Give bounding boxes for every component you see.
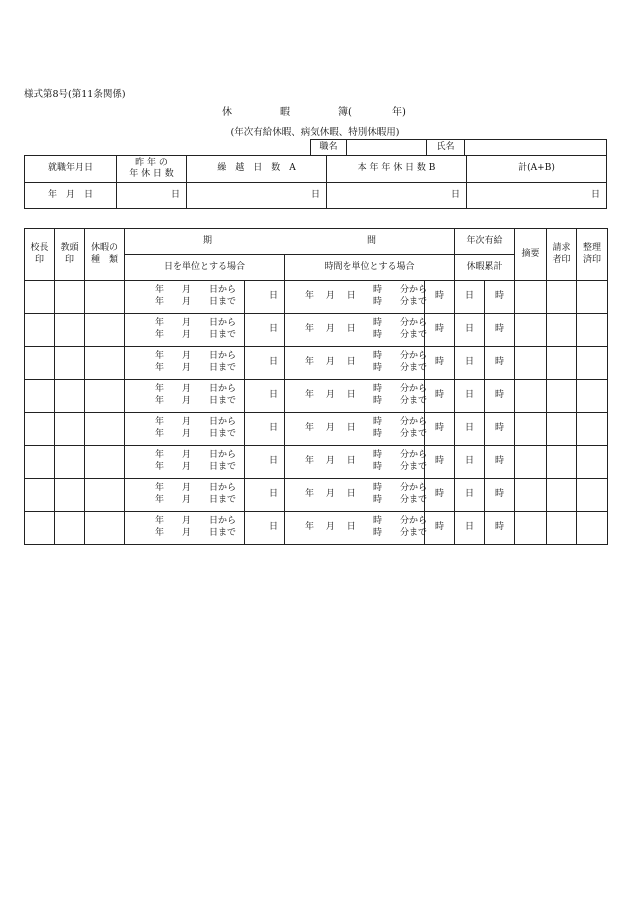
from-time-text: 時 分から	[373, 318, 428, 328]
hour-period-cell[interactable]	[285, 446, 428, 479]
to-time-text: 時 分まで	[373, 429, 428, 439]
from-time-text: 時 分から	[373, 285, 428, 295]
hour-count-unit: 時	[434, 489, 444, 500]
day-unit-header: 日を単位とする場合	[125, 255, 285, 281]
remarks-cell[interactable]	[515, 479, 547, 512]
cumulative-hour-cell[interactable]	[485, 446, 515, 479]
hour-date-text: 年 月 日	[305, 357, 356, 367]
cumulative-day-cell[interactable]	[455, 380, 485, 413]
cumulative-hour-unit: 時	[495, 423, 505, 434]
annual-cumulative-header: 休暇累計	[455, 255, 515, 281]
day-count-unit: 日	[268, 522, 278, 533]
last-year-header	[117, 156, 187, 183]
from-time-text: 時 分から	[373, 483, 428, 493]
cumulative-day-unit: 日	[464, 390, 474, 401]
hour-count-unit: 時	[434, 522, 444, 533]
title-char-1: 休	[222, 107, 232, 118]
hour-period-cell[interactable]	[285, 380, 428, 413]
leave-type-cell[interactable]	[85, 479, 125, 512]
day-period-cell[interactable]	[125, 314, 245, 347]
name-table	[310, 139, 607, 156]
cumulative-day-cell[interactable]	[455, 347, 485, 380]
processed-seal-cell[interactable]	[577, 413, 608, 446]
hour-count-unit: 時	[434, 390, 444, 401]
principal-seal-cell[interactable]	[25, 281, 55, 314]
from-date-text: 年 月 日から	[155, 450, 237, 460]
requester-header-line1: 請求	[552, 243, 571, 254]
to-date-text: 年 月 日まで	[155, 495, 237, 505]
processed-seal-header	[577, 229, 608, 281]
day-count-unit: 日	[268, 489, 278, 500]
day-count-unit: 日	[268, 357, 278, 368]
hour-count-unit: 時	[434, 324, 444, 335]
to-date-text: 年 月 日まで	[155, 396, 237, 406]
cumulative-day-unit: 日	[464, 291, 474, 302]
hour-period-cell[interactable]	[285, 512, 428, 545]
hour-date-text: 年 月 日	[305, 456, 356, 466]
hour-date-text: 年 月 日	[305, 522, 356, 532]
remarks-cell[interactable]	[515, 446, 547, 479]
this-year-field[interactable]	[327, 183, 467, 209]
hour-count-cell[interactable]	[425, 446, 455, 479]
day-period-cell[interactable]	[125, 413, 245, 446]
cumulative-hour-cell[interactable]	[485, 380, 515, 413]
hour-date-text: 年 月 日	[305, 291, 356, 301]
requester-seal-cell[interactable]	[547, 479, 577, 512]
principal-seal-cell[interactable]	[25, 479, 55, 512]
hour-count-cell[interactable]	[425, 413, 455, 446]
to-date-text: 年 月 日まで	[155, 528, 237, 538]
requester-seal-cell[interactable]	[547, 446, 577, 479]
cumulative-hour-cell[interactable]	[485, 479, 515, 512]
requester-seal-cell[interactable]	[547, 281, 577, 314]
processed-seal-cell[interactable]	[577, 314, 608, 347]
from-date-text: 年 月 日から	[155, 285, 237, 295]
hour-date-text: 年 月 日	[305, 489, 356, 499]
period-header-char2: 間	[367, 236, 377, 246]
hour-count-cell[interactable]	[425, 380, 455, 413]
table-row	[25, 347, 608, 380]
day-count-cell[interactable]	[245, 512, 285, 545]
to-date-text: 年 月 日まで	[155, 462, 237, 472]
vice-principal-seal-cell[interactable]	[55, 314, 85, 347]
day-count-unit: 日	[268, 390, 278, 401]
processed-seal-cell[interactable]	[577, 347, 608, 380]
employment-date-field[interactable]	[25, 183, 117, 209]
from-date-text: 年 月 日から	[155, 351, 237, 361]
processed-seal-cell[interactable]	[577, 281, 608, 314]
table-row	[25, 314, 608, 347]
vice-principal-seal-cell[interactable]	[55, 479, 85, 512]
hour-count-cell[interactable]	[425, 479, 455, 512]
table-row	[25, 479, 608, 512]
leave-type-cell[interactable]	[85, 446, 125, 479]
to-date-text: 年 月 日まで	[155, 363, 237, 373]
cumulative-day-cell[interactable]	[455, 281, 485, 314]
table-row	[25, 512, 608, 545]
principal-seal-cell[interactable]	[25, 413, 55, 446]
remarks-cell[interactable]	[515, 347, 547, 380]
day-count-unit: 日	[268, 456, 278, 467]
hour-count-unit: 時	[434, 423, 444, 434]
table-row	[25, 281, 608, 314]
leave-type-cell[interactable]	[85, 413, 125, 446]
cumulative-hour-cell[interactable]	[485, 413, 515, 446]
remarks-cell[interactable]	[515, 413, 547, 446]
position-label: 職名	[311, 140, 347, 156]
day-count-cell[interactable]	[245, 380, 285, 413]
employment-date-header: 就職年月日	[25, 156, 117, 183]
processed-header-line2: 済印	[583, 254, 602, 265]
day-count-unit: 日	[268, 423, 278, 434]
from-time-text: 時 分から	[373, 384, 428, 394]
leave-type-header	[85, 229, 125, 281]
from-date-text: 年 月 日から	[155, 417, 237, 427]
principal-seal-cell[interactable]	[25, 512, 55, 545]
leave-type-cell[interactable]	[85, 380, 125, 413]
carryover-header: 繰 越 日 数 A	[187, 156, 327, 183]
requester-seal-cell[interactable]	[547, 512, 577, 545]
cumulative-hour-cell[interactable]	[485, 512, 515, 545]
annual-leave-header: 年次有給	[455, 229, 515, 255]
day-period-cell[interactable]	[125, 347, 245, 380]
cumulative-day-cell[interactable]	[455, 314, 485, 347]
day-count-cell[interactable]	[245, 347, 285, 380]
processed-seal-cell[interactable]	[577, 380, 608, 413]
requester-seal-cell[interactable]	[547, 413, 577, 446]
leave-type-cell[interactable]	[85, 281, 125, 314]
name-label: 氏名	[427, 140, 465, 156]
day-period-cell[interactable]	[125, 479, 245, 512]
hour-period-cell[interactable]	[285, 413, 428, 446]
processed-seal-cell[interactable]	[577, 446, 608, 479]
to-time-text: 時 分まで	[373, 297, 428, 307]
cumulative-hour-cell[interactable]	[485, 281, 515, 314]
hour-count-cell[interactable]	[425, 281, 455, 314]
day-count-cell[interactable]	[245, 446, 285, 479]
day-count-unit: 日	[268, 291, 278, 302]
day-count-cell[interactable]	[245, 479, 285, 512]
cumulative-hour-unit: 時	[495, 489, 505, 500]
last-year-header-line1: 昨 年 の	[135, 157, 168, 168]
processed-seal-cell[interactable]	[577, 479, 608, 512]
last-year-header-line2: 年 休 日 数	[129, 169, 174, 179]
from-date-text: 年 月 日から	[155, 516, 237, 526]
principal-seal-cell[interactable]	[25, 314, 55, 347]
cumulative-hour-unit: 時	[495, 456, 505, 467]
document-subtitle: (年次有給休暇、病気休暇、特別休暇用)	[230, 127, 400, 138]
day-period-cell[interactable]	[125, 512, 245, 545]
requester-seal-cell[interactable]	[547, 314, 577, 347]
hour-period-cell[interactable]	[285, 281, 428, 314]
from-time-text: 時 分から	[373, 417, 428, 427]
from-date-text: 年 月 日から	[155, 483, 237, 493]
this-year-header: 本 年 年 休 日 数 B	[327, 156, 467, 183]
principal-seal-cell[interactable]	[25, 380, 55, 413]
leave-type-cell[interactable]	[85, 347, 125, 380]
hour-count-unit: 時	[434, 456, 444, 467]
leave-table	[24, 228, 608, 545]
cumulative-day-unit: 日	[464, 357, 474, 368]
cumulative-day-unit: 日	[464, 423, 474, 434]
cumulative-day-unit: 日	[464, 522, 474, 533]
cumulative-day-cell[interactable]	[455, 512, 485, 545]
hour-period-cell[interactable]	[285, 479, 428, 512]
period-header	[125, 229, 455, 255]
to-date-text: 年 月 日まで	[155, 330, 237, 340]
cumulative-hour-unit: 時	[495, 390, 505, 401]
to-time-text: 時 分まで	[373, 528, 428, 538]
principal-seal-cell[interactable]	[25, 446, 55, 479]
day-unit: 日	[170, 189, 180, 200]
cumulative-hour-unit: 時	[495, 357, 505, 368]
to-time-text: 時 分まで	[373, 330, 428, 340]
leave-type-cell[interactable]	[85, 512, 125, 545]
position-field[interactable]	[347, 140, 427, 156]
to-date-text: 年 月 日まで	[155, 429, 237, 439]
table-row	[25, 413, 608, 446]
to-time-text: 時 分まで	[373, 495, 428, 505]
cumulative-hour-unit: 時	[495, 291, 505, 302]
requester-seal-header	[547, 229, 577, 281]
vice-seal-header-line2: 印	[64, 254, 74, 265]
from-date-text: 年 月 日から	[155, 384, 237, 394]
vice-principal-seal-cell[interactable]	[55, 347, 85, 380]
requester-seal-cell[interactable]	[547, 380, 577, 413]
hour-count-cell[interactable]	[425, 347, 455, 380]
cumulative-hour-cell[interactable]	[485, 314, 515, 347]
from-date-text: 年 月 日から	[155, 318, 237, 328]
processed-header-line1: 整理	[583, 243, 602, 254]
vice-principal-seal-cell[interactable]	[55, 446, 85, 479]
cumulative-hour-unit: 時	[495, 522, 505, 533]
remarks-cell[interactable]	[515, 314, 547, 347]
cumulative-day-unit: 日	[464, 456, 474, 467]
hour-unit-header: 時間を単位とする場合	[285, 255, 455, 281]
day-count-cell[interactable]	[245, 413, 285, 446]
period-header-char1: 期	[203, 236, 213, 246]
day-period-cell[interactable]	[125, 380, 245, 413]
remarks-cell[interactable]	[515, 380, 547, 413]
last-year-field[interactable]	[117, 183, 187, 209]
vice-principal-seal-cell[interactable]	[55, 413, 85, 446]
day-unit: 日	[310, 189, 320, 200]
employment-date-value: 年 月 日	[47, 189, 93, 200]
to-time-text: 時 分まで	[373, 462, 428, 472]
remarks-cell[interactable]	[515, 281, 547, 314]
hour-date-text: 年 月 日	[305, 423, 356, 433]
day-unit: 日	[590, 189, 600, 200]
title-char-3: 簿(	[338, 107, 352, 118]
vice-principal-seal-cell[interactable]	[55, 380, 85, 413]
principal-seal-header-line1: 校長	[30, 243, 49, 254]
remarks-cell[interactable]	[515, 512, 547, 545]
principal-seal-header-line2: 印	[34, 254, 44, 265]
leave-type-cell[interactable]	[85, 314, 125, 347]
leave-type-header-line2: 種 類	[90, 254, 118, 265]
title-year: 年)	[392, 107, 406, 118]
name-field[interactable]	[465, 140, 607, 156]
form-number: 様式第8号(第11条関係)	[24, 89, 126, 100]
day-count-unit: 日	[268, 324, 278, 335]
table-row	[25, 446, 608, 479]
processed-seal-cell[interactable]	[577, 512, 608, 545]
hour-count-cell[interactable]	[425, 512, 455, 545]
summary-table	[24, 155, 607, 209]
hour-count-unit: 時	[434, 291, 444, 302]
day-period-cell[interactable]	[125, 446, 245, 479]
cumulative-day-cell[interactable]	[455, 446, 485, 479]
day-count-cell[interactable]	[245, 314, 285, 347]
total-header: 計(A+B)	[467, 156, 607, 183]
vice-principal-seal-header	[55, 229, 85, 281]
to-date-text: 年 月 日まで	[155, 297, 237, 307]
from-time-text: 時 分から	[373, 351, 428, 361]
from-time-text: 時 分から	[373, 450, 428, 460]
cumulative-day-cell[interactable]	[455, 479, 485, 512]
hour-date-text: 年 月 日	[305, 390, 356, 400]
title-char-2: 暇	[280, 107, 290, 118]
principal-seal-cell[interactable]	[25, 347, 55, 380]
day-count-cell[interactable]	[245, 281, 285, 314]
day-period-cell[interactable]	[125, 281, 245, 314]
remarks-header: 摘要	[515, 229, 547, 281]
leave-type-header-line1: 休暇の	[90, 243, 118, 254]
total-field[interactable]	[467, 183, 607, 209]
hour-date-text: 年 月 日	[305, 324, 356, 334]
to-time-text: 時 分まで	[373, 396, 428, 406]
cumulative-day-unit: 日	[464, 489, 474, 500]
vice-principal-seal-cell[interactable]	[55, 281, 85, 314]
requester-seal-cell[interactable]	[547, 347, 577, 380]
cumulative-day-unit: 日	[464, 324, 474, 335]
hour-count-unit: 時	[434, 357, 444, 368]
from-time-text: 時 分から	[373, 516, 428, 526]
carryover-field[interactable]	[187, 183, 327, 209]
principal-seal-header	[25, 229, 55, 281]
cumulative-day-cell[interactable]	[455, 413, 485, 446]
hour-count-cell[interactable]	[425, 314, 455, 347]
requester-header-line2: 者印	[552, 254, 571, 265]
cumulative-hour-cell[interactable]	[485, 347, 515, 380]
vice-principal-seal-cell[interactable]	[55, 512, 85, 545]
to-time-text: 時 分まで	[373, 363, 428, 373]
table-row	[25, 380, 608, 413]
vice-seal-header-line1: 教頭	[60, 243, 79, 254]
cumulative-hour-unit: 時	[495, 324, 505, 335]
day-unit: 日	[450, 189, 460, 200]
hour-period-cell[interactable]	[285, 347, 428, 380]
hour-period-cell[interactable]	[285, 314, 428, 347]
